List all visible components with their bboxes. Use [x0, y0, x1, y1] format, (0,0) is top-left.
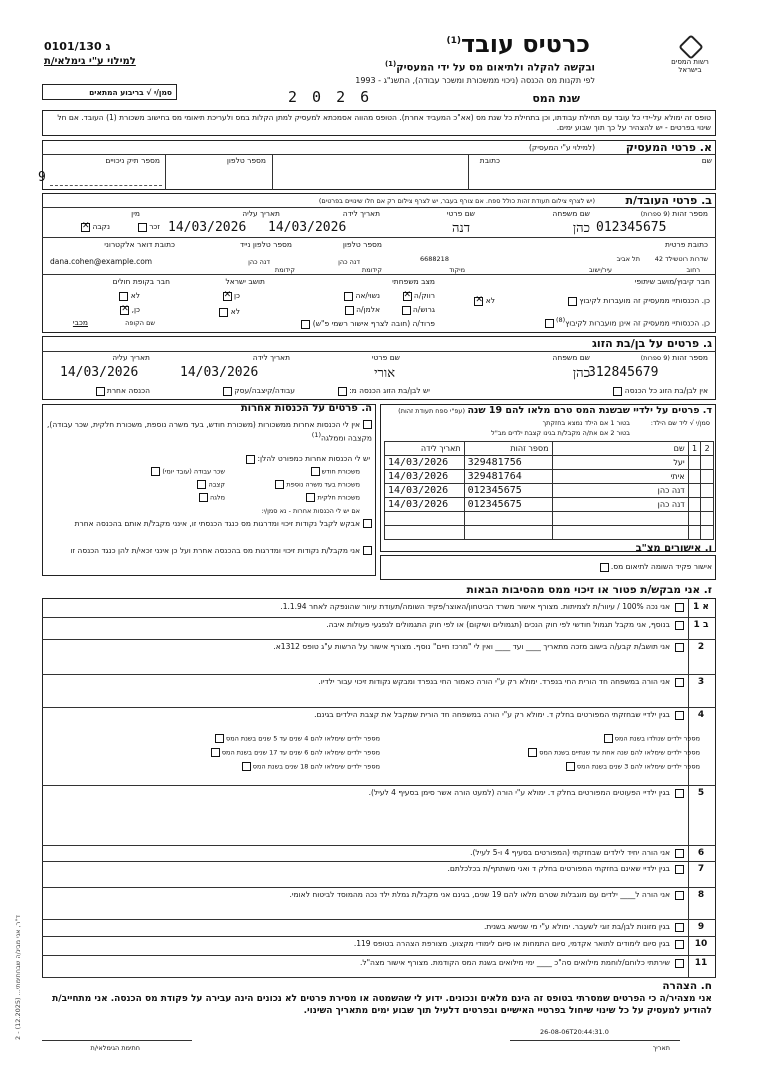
last-name-label: שם משפחה: [552, 209, 590, 218]
instructions-text: טופס זה ימולא על-ידי כל עובד עם תחילת עבודתו, וכן בתחילת כל שנת מס (אא"כ המעביד אחרת). הטופס מהווה אסמכתא למעסיק למתן הקלות במס ולעריכת תיאומי מס בחישוב משכורת (1) העובד. אם חל שינוי בפרטים - יש להצהיר על כך תוך שבוע ימים.: [57, 113, 711, 132]
child-id[interactable]: 329481756: [464, 456, 552, 470]
side-footnote: ד"ר, אני מבינ/ה שבחתימתי... (12.2025) - 2: [14, 915, 22, 1040]
married-checkbox[interactable]: [344, 292, 353, 301]
item-number: 5: [697, 788, 705, 798]
item-checkbox[interactable]: [675, 789, 684, 798]
gender-male: זכר: [138, 222, 160, 232]
mark-box-note: סמן/י √ בריבוע המתאים: [42, 84, 177, 100]
employer-file-label: מספר תיק ניכויים: [105, 156, 160, 165]
employee-aliyah-date[interactable]: 14/03/2026: [168, 220, 247, 235]
section-b-note: (יש לצרף צילום תעודת זהות כולל ספח. אם צורף בעבר, יש לצרף צילום רק אם חלו שינויים בפרטים): [318, 197, 595, 205]
monthly-salary-checkbox[interactable]: [311, 467, 320, 476]
additional-job-checkbox[interactable]: [275, 480, 284, 489]
declaration-date[interactable]: 26-08-06T20:44:31.0: [540, 1028, 609, 1036]
scholarship-checkbox[interactable]: [199, 493, 208, 502]
street-caption: רחוב: [686, 266, 700, 274]
section-d-title: ד. פרטים על ילדיי שבשנת המס טרם מלאו להם 19 שנה: [467, 405, 712, 416]
other-income-checkbox[interactable]: [246, 455, 255, 464]
item-number: 7: [697, 864, 705, 874]
spouse-last[interactable]: כהן: [572, 366, 590, 381]
section-b-title: ב. פרטי העובד/ת: [625, 194, 712, 207]
exemption-item: [42, 846, 716, 862]
item4-suboption: מספר ילדים שימלאו להם 6 שנים עד 17 שנים בשנת המס: [211, 748, 380, 757]
kibbutz-transfer-checkbox[interactable]: [568, 297, 577, 306]
item-number: 1 א: [693, 602, 709, 612]
separated-checkbox[interactable]: [301, 320, 310, 329]
health-yes-checkbox[interactable]: [120, 306, 129, 315]
child-row: [385, 470, 714, 484]
form-title: כרטיס עובד$^{(1)}$: [446, 30, 590, 58]
city-caption: עיר/ישוב: [589, 266, 612, 274]
instructions-box: [42, 110, 716, 136]
child-birth[interactable]: 14/03/2026: [385, 470, 465, 484]
child-row-empty: [385, 526, 714, 540]
item-number: 11: [694, 958, 708, 968]
child-col2[interactable]: [701, 498, 714, 512]
form-subtitle: ובקשה להקלה ולתיאום מס על ידי המעסיק$^{(1)}$: [384, 60, 595, 74]
birth-date-label: תאריך לידה: [342, 209, 380, 218]
exemption-item: [42, 640, 716, 675]
child-col1[interactable]: [688, 470, 701, 484]
section-h-title: ח. הצהרה: [662, 980, 712, 992]
item-text: אני הורה ל____ ילדים עם מוגבלות שטרם מלאו להם 19 שנים, בגינם אני מקבל/ת גמלת ילד נכה מהמוסד לביטוח לאומי.: [289, 890, 670, 899]
child-col2[interactable]: [701, 470, 714, 484]
child-col2[interactable]: [701, 456, 714, 470]
email-label: כתובת דואר אלקטרוני: [104, 240, 175, 249]
child-col1[interactable]: [688, 498, 701, 512]
email-value[interactable]: dana.cohen@example.com: [50, 257, 153, 266]
address-label: כתובת פרטית: [665, 240, 708, 249]
child-birth[interactable]: 14/03/2026: [385, 456, 465, 470]
tax-authority-logo: [660, 38, 720, 84]
zip-caption: מיקוד: [449, 266, 465, 274]
tax-year-value[interactable]: 2 0 2 6: [288, 88, 373, 106]
health-fund-value[interactable]: מכבי: [72, 318, 88, 327]
employee-first-name[interactable]: דנה: [452, 221, 470, 236]
spouse-first-label: שם פרטי: [371, 353, 400, 362]
single-checkbox[interactable]: [403, 292, 412, 301]
kibbutz-no-checkbox[interactable]: [474, 297, 483, 306]
section-a-note: (למילוי ע"י המעסיק): [528, 143, 595, 152]
child-row: [385, 456, 714, 470]
spouse-last-label: שם משפחה: [552, 353, 590, 362]
item-checkbox[interactable]: [675, 865, 684, 874]
item-checkbox[interactable]: [675, 849, 684, 858]
item-text: שירתתי כלוחם/לוחמת מילואים סה"כ ____ ימי מילואים בשנת המס הקודמת. מצורף אישור מצה"ל.: [359, 958, 670, 967]
no-other-income-checkbox[interactable]: [363, 420, 372, 429]
item4-suboption: מספר ילדים שימלאו להם 18 שנים בשנת המס: [242, 762, 380, 771]
child-col1[interactable]: [688, 484, 701, 498]
spouse-first[interactable]: אורי: [374, 366, 395, 381]
item4-suboption: מספר ילדים שימלאו להם 4 שנים עד 5 שנים בשנת המס: [215, 734, 380, 743]
item-checkbox[interactable]: [675, 959, 684, 968]
exemption-item: [42, 937, 716, 956]
child-col1[interactable]: [688, 456, 701, 470]
suboption-checkbox[interactable]: [215, 734, 224, 743]
employee-last-name[interactable]: כהן: [572, 221, 590, 236]
child-birth[interactable]: 14/03/2026: [385, 484, 465, 498]
column1-note: בטור 1 אם הילד נמצא בחזקתך: [542, 419, 630, 427]
children-table: תאריך לידה מספר זהות שם 1 2 14/03/2026 329481756 יעל 14/03/2026 329481764 איתי 14/03/2026 012345675 דנה כהן 14/03/2026 012345675 דנה כהן: [384, 441, 714, 540]
widowed-checkbox[interactable]: [345, 306, 354, 315]
item-checkbox[interactable]: [675, 923, 684, 932]
item-number: 9: [697, 922, 705, 932]
child-birth[interactable]: 14/03/2026: [385, 498, 465, 512]
signature-label: חתימת הגימלאי/ת: [90, 1044, 140, 1052]
item-text: בגין ילדיי הפעוטים המפורטים בחלק ד. ימולא ע"י הורה (למעט הורה אשר סימן בסעיף 4 לעיל).: [368, 788, 670, 797]
logo-mark-icon: [678, 34, 703, 59]
date-label: תאריך: [652, 1044, 670, 1052]
phone-label: מספר טלפון: [342, 240, 382, 249]
other-income-note: אם יש לי הכנסות אחרות - נא סמן/י:: [261, 507, 360, 515]
request-credit-checkbox[interactable]: [363, 519, 372, 528]
item-checkbox[interactable]: [675, 711, 684, 720]
item4-suboption: מספר ילדים שימלאו להם שנה אחת עד שנתיים בשנת המס: [528, 748, 700, 757]
employer-name-label: שם: [701, 156, 712, 165]
exemption-item: [42, 888, 716, 920]
section-a-title: א. פרטי המעסיק: [625, 141, 712, 154]
aliyah-date-label: תאריך עליה: [242, 209, 280, 218]
exemption-item: [42, 920, 716, 937]
employer-address-label: כתובת: [479, 156, 500, 165]
item4-suboption: מספר ילדים שנולדו בשנת המס: [604, 734, 700, 743]
child-row: [385, 498, 714, 512]
female-checkbox[interactable]: [81, 223, 90, 232]
item-checkbox[interactable]: [675, 678, 684, 687]
suboption-checkbox[interactable]: [242, 762, 251, 771]
resident-yes-checkbox[interactable]: [223, 292, 232, 301]
spouse-birth[interactable]: 14/03/2026: [180, 365, 259, 380]
child-row: [385, 484, 714, 498]
request-credit: אבקש לקבל נקודות זיכוי ומדרגות מס כנגד הכנסתי זו, אינני מקבל/ת אותם בהכנסה אחרת: [46, 519, 372, 529]
form-page: רשות המסים בישראל כרטיס עובד$^{(1)}$ ובקשה להקלה ולתיאום מס על ידי המעסיק$^{(1)}$ לפי תקנות מס הכנסה (ניכוי ממשכורת ומשכר עבודה), התשנ"ג - 1993 שנת המס 2 0 2 6 0101/130 ג למילוי ע"י גימלאי/ת סמן/י √ בריבוע המתאים טופס זה ימולא על-ידי כל עובד עם תחילת עבודתו, וכן בתחילת כל שנת מס (אא"כ המעביד אחרת). הטופס מהווה אסמכתא למעסיק למתן הקלות במס ולעריכת תיאומי מס בחישוב משכורת (1) העובד. אם חל שינוי בפרטים - יש להצהיר על כך תוך שבוע ימים. א. פרטי המעסיק (למילוי ע"י המעסיק) שם כתובת מספר טלפון מספר תיק ניכויים 9 ב. פרטי העובד/ת (יש לצרף צילום תעודת זהות כולל ספח. אם צורף בעבר, יש לצרף צילום רק אם חלו שינויים בפרטים) מספר זהות (9 ספרות) 012345675 שם משפחה כהן שם פרטי דנה תאריך לידה 14/03/2026 תאריך עליה 14/03/2026 מין זכר נקבה ✕ כתובת פרטית שדרות רוטשילד 42 רחוב תל אביב עיר/ישוב 6688218 מיקוד מספר טלפון דנה כהן קידומת מספר טלפון נייד דנה כהן קידומת כתובת דואר אלקטרוני dana.cohen@example.com מצב משפחתי רווק/ה ✕ נשוי/אה גרוש/ה אלמן/ה פרוד/ה (חובה לצרף אישור רשמי פ"ש) תושב ישראל כן ✕ לא חבר בקופת חולים לא כן, ✕ שם הקופה מכבי חבר קיבוץ/מושב שיתופי כן. הכנסותיי ממעסיק זה מועברות לקיבוץ לא ✕ כן. הכנסותיי ממעסיק זה אינן מועברות לקיבוץ$^{(8)}$ ג. פרטים על בן/בת הזוג מספר זהות (9 ספרות) 312845679 שם משפחה כהן שם פרטי אורי תאריך לידה 14/03/2026 תאריך עליה 14/03/2026 אין לבן/בת הזוג כל הכנסה יש לבן/בת הזוג הכנסה מ: עבודה/קיצבה/עסק הכנסה אחרת ד. פרטים על ילדיי שבשנת המס טרם מלאו להם 19 שנה (עפ"י ספח תעודת זהות) סמן/י √ ליד שם הילד: בטור 1 אם הילד נמצא בחזקתך בטור 2 אם את/ה מקבל/ת בגינו קצבת ילדים מב"ל תאריך לידה מספר זהות שם 1 2 14/03/2026 329481756 יעל 14/03/2026 329481764 איתי 14/03/2026 012345675 דנה כהן 14/03/2026 012345675 דנה כהן ה. פרטים על הכנסות אחרות אין לי הכנסות אחרות ממשכורות (משכורת חודש, בעד משרה נוספת, משכורת חלקית, שכר עבודה), מקצבה וממלגה$^{(1)}$ יש לי הכנסות אחרות כמפורט להלן: משכורת חודש משכורת בעד משרה נוספת משכורת חלקית שכר עבודה (עובד יומי) קצבה מלגה אם יש לי הכנסות אחרות - נא סמן/י: אבקש לקבל נקודות זיכוי ומדרגות מס כנגד הכנסתי זו, אינני מקבל/ת אותם בהכנסה אחרת אני מקבל/ת נקודות זיכוי ומדרגות מס בהכנסה אחרת ועל כן אינני זכאי/ת להן כנגד הכנסה זו ו. אישורים מצ"ב אישור פקיד השומה לתיאום מס. ז. אני מבקש/ת פטור או זיכוי ממס מהסיבות הבאות 1 א אני נכה 100% / עיוור/ת לצמיתות. מצורף אישור משרד הביטחון/האוצר/פקיד השומה/תעודת עיוור שהונפקה לאחר 1.1.94. 1 ב בנוסף, אני מקבל תגמול חודשי לפי חוק הנכים (תגמולים ושיקום) או לפי חוק התגמולים לנפגעי פעולות איבה. 2 אני תושב/ת קבע/ה בישוב מזכה מתאריך ____ ועד ____ ואין לי "מרכז חיים" נוסף. מצורף אישור על הרשות ע"ג טופס 1312א. 3 אני הורה במשפחה חד הורית החי בנפרד. ימולא רק ע"י הורה כאמור החי בנפרד ומבקש נקודות זיכוי עבור ילדיו. 4 בגין ילדיי שבחזקתי המפורטים בחלק ד. ימולא רק ע"י הורה במשפחה חד הורית שמקבל את קצבת הילדים בגינם. 5 בגין ילדיי הפעוטים המפורטים בחלק ד. ימולא ע"י הורה (למעט הורה אשר סימן בסעיף 4 לעיל). 6 אני הורה יחיד לילדים שבחזקתי (המפורטים בסעיף 4 ו-5 לעיל). 7 בגין ילדיי שאינם בחזקתי המפורטים בחלק ד ואני משתתף/ת בכלכלתם. 8 אני הורה ל____ ילדים עם מוגבלות שטרם מלאו להם 19 שנים, בגינם אני מקבל/ת גמלת ילד נכה מהמוסד לביטוח לאומי. 9 בגין מזונות לבן/בת זוגי לשעבר. ימולא ע"י מי שנישא בשנית. 10 בגין סיום לימודים לתואר אקדמי, סיום התמחות או סיום לימודי מקצוע. מצורפת הצהרה בטופס 119. 11 שירתתי כלוחם/לוחמת מילואים סה"כ ____ ימי מילואים בשנת המס הקודמת. מצורף אישור מצה"ל. מספר ילדים שנולדו בשנת המס מספר ילדים שימלאו להם שנה אחת עד שנתיים בשנת המס מספר ילדים שימלאו להם 3 שנים בשנת המס מספר ילדים שימלאו להם 4 שנים עד 5 שנים בשנת המס מספר ילדים שימלאו להם 6 שנים עד 17 שנים בשנת המס מספר ילדים שימלאו להם 18 שנים בשנת המס ח. הצהרה אני מצהיר/ה כי הפרטים שמסרתי בטופס זה הינם מלאים ונכונים. ידוע לי שהשמטה או מסירת פרטים לא נכונים הינה עבירה על פקודת מס הכנסה. אני מתחייב/ת להודיע למעסיק על כל שינוי שיחול בפרטיי האישיים ובפרטים דלעיל תוך שבוע ימים מתאריך השינוי. 26-08-06T20:44:31.0 תאריך חתימת הגימלאי/ת ד"ר, אני מבינ/ה שבחתימתי... (12.2025) - 2: [0, 0, 760, 1075]
male-checkbox[interactable]: [138, 223, 147, 232]
kibbutz-no-transfer-checkbox[interactable]: [545, 319, 554, 328]
suboption-checkbox[interactable]: [566, 762, 575, 771]
spouse-has-income-checkbox[interactable]: [338, 387, 347, 396]
item-text: בנוסף, אני מקבל תגמול חודשי לפי חוק הנכים (תגמולים ושיקום) או לפי חוק התגמולים לנפגעי פעולות איבה.: [326, 620, 670, 629]
child-name[interactable]: דנה כהן: [552, 498, 688, 512]
child-id[interactable]: 329481764: [464, 470, 552, 484]
receive-credit: אני מקבל/ת נקודות זיכוי ומדרגות מס בהכנסה אחרת ועל כן אינני זכאי/ת להן כנגד הכנסה זו: [46, 546, 372, 556]
declaration-text: אני מצהיר/ה כי הפרטים שמסרתי בטופס זה הינם מלאים ונכונים. ידוע לי שהשמטה או מסירת פרטים לא נכונים הינה עבירה על פקודת מס הכנסה. אני מתחייב/ת להודיע למעסיק על כל שינוי שיחול בפרטיי האישיים ובפרטים דלעיל תוך שבוע ימים מתאריך השינוי.: [52, 994, 712, 1016]
section-d-note: (עפ"י ספח תעודת זהות): [398, 407, 465, 415]
child-name[interactable]: איתי: [552, 470, 688, 484]
gender-label: מין: [131, 209, 140, 218]
city-value[interactable]: תל אביב: [616, 255, 640, 263]
item-number: 8: [697, 890, 705, 900]
item4-suboption: מספר ילדים שימלאו להם 3 שנים בשנת המס: [566, 762, 700, 771]
spouse-aliyah-label: תאריך עליה: [112, 353, 150, 362]
tax-assessor-approval-checkbox[interactable]: [600, 563, 609, 572]
phone-caption[interactable]: דנה כהן: [338, 258, 360, 266]
child-name[interactable]: יעל: [552, 456, 688, 470]
employer-file-prefix[interactable]: 9: [38, 170, 46, 185]
logo-text: רשות המסים בישראל: [671, 58, 709, 74]
column2-note: בטור 2 אם את/ה מקבל/ת בגינו קצבת ילדים מב"ל: [491, 429, 630, 437]
item-checkbox[interactable]: [675, 621, 684, 630]
phone-prefix-caption: קידומת: [361, 266, 382, 274]
resident-label: תושב ישראל: [225, 277, 265, 286]
spouse-aliyah[interactable]: 14/03/2026: [60, 365, 139, 380]
exemption-item: [42, 675, 716, 708]
tax-year-label: שנת המס: [532, 92, 580, 105]
item-text: אני הורה במשפחה חד הורית החי בנפרד. ימולא רק ע"י הורה כאמור החי בנפרד ומבקש נקודות זיכוי עבור ילדיו.: [318, 677, 670, 686]
mobile-caption[interactable]: דנה כהן: [248, 258, 270, 266]
no-other-income: אין לי הכנסות אחרות ממשכורות (משכורת חודש, בעד משרה נוספת, משכורת חלקית, שכר עבודה), מקצבה וממלגה$^{(1)}$: [47, 420, 372, 443]
item-text: בגין ילדיי שבחזקתי המפורטים בחלק ד. ימולא רק ע"י הורה במשפחה חד הורית שמקבל את קצבת הילדים בגינם.: [314, 710, 670, 719]
street-value[interactable]: שדרות רוטשילד 42: [654, 255, 708, 263]
item-text: בגין סיום לימודים לתואר אקדמי, סיום התמחות או סיום לימודי מקצוע. מצורפת הצהרה בטופס 119.: [353, 939, 670, 948]
suboption-checkbox[interactable]: [604, 734, 613, 743]
child-col2[interactable]: [701, 484, 714, 498]
marital-label: מצב משפחתי: [392, 277, 435, 286]
section-a: [42, 140, 716, 190]
section-e-title: ה. פרטים על הכנסות אחרות: [240, 403, 372, 414]
mark-label: סמן/י √ ליד שם הילד:: [650, 419, 710, 427]
child-id[interactable]: 012345675: [464, 484, 552, 498]
gender-female: נקבה ✕: [81, 222, 110, 232]
id-label: מספר זהות (9 ספרות): [640, 209, 708, 218]
form-number: 0101/130 ג: [44, 40, 111, 53]
employee-id[interactable]: 012345675: [596, 220, 667, 235]
item-checkbox[interactable]: [675, 643, 684, 652]
first-name-label: שם פרטי: [446, 209, 475, 218]
health-fund-label: שם הקופה: [125, 319, 155, 327]
suboption-checkbox[interactable]: [528, 748, 537, 757]
health-no-checkbox[interactable]: [119, 292, 128, 301]
item-number: 3: [697, 677, 705, 687]
item-checkbox[interactable]: [675, 940, 684, 949]
regulation-text: לפי תקנות מס הכנסה (ניכוי ממשכורת ומשכר עבודה), התשנ"ג - 1993: [355, 76, 595, 85]
fill-by-note: למילוי ע"י גימלאי/ת: [44, 56, 136, 67]
item-text: בגין מזונות לבן/בת זוגי לשעבר. ימולא ע"י מי שנישא בשנית.: [483, 922, 670, 931]
spouse-birth-label: תאריך לידה: [252, 353, 290, 362]
spouse-other-checkbox[interactable]: [96, 387, 105, 396]
mobile-label: מספר טלפון נייד: [240, 240, 292, 249]
section-g-title: ז. אני מבקש/ת פטור או זיכוי ממס מהסיבות הבאות: [466, 584, 712, 596]
exemption-item: [42, 600, 716, 618]
exemption-item: [42, 786, 716, 846]
employee-birth-date[interactable]: 14/03/2026: [268, 220, 347, 235]
partial-salary-checkbox[interactable]: [306, 493, 315, 502]
item-checkbox[interactable]: [675, 891, 684, 900]
section-c-title: ג. פרטים על בן/בת הזוג: [592, 337, 712, 350]
item-number: 1 ב: [693, 620, 709, 630]
resident-no-checkbox[interactable]: [219, 308, 228, 317]
daily-wage-checkbox[interactable]: [151, 467, 160, 476]
pension-checkbox[interactable]: [197, 480, 206, 489]
receive-credit-checkbox[interactable]: [363, 546, 372, 555]
item-number: 10: [694, 939, 708, 949]
item-checkbox[interactable]: [675, 603, 684, 612]
child-row-empty: [385, 512, 714, 526]
spouse-no-income-checkbox[interactable]: [613, 387, 622, 396]
item-number: 4: [697, 710, 705, 720]
zip-value[interactable]: 6688218: [420, 255, 449, 263]
employer-phone-label: מספר טלפון: [226, 156, 266, 165]
section-f-title: ו. אישורים מצ"ב: [635, 543, 712, 554]
divorced-checkbox[interactable]: [402, 306, 411, 315]
item-text: אני הורה יחיד לילדים שבחזקתי (המפורטים בסעיף 4 ו-5 לעיל).: [470, 848, 670, 857]
item-text: אני תושב/ת קבע/ה בישוב מזכה מתאריך ____ ועד ____ ואין לי "מרכז חיים" נוסף. מצורף אישור על הרשות ע"ג טופס 1312א.: [273, 642, 670, 651]
exemption-item: [42, 862, 716, 888]
suboption-checkbox[interactable]: [211, 748, 220, 757]
kibbutz-label: חבר קיבוץ/מושב שיתופי: [634, 277, 710, 286]
exemption-item: [42, 956, 716, 978]
mobile-prefix-caption: קידומת: [274, 266, 295, 274]
health-label: חבר בקופת חולים: [112, 277, 170, 286]
exemption-item: [42, 708, 716, 786]
spouse-work-checkbox[interactable]: [223, 387, 232, 396]
child-name[interactable]: דנה כהן: [552, 484, 688, 498]
item-text: בגין ילדיי שאינם בחזקתי המפורטים בחלק ד ואני משתתף/ת בכלכלתם.: [447, 864, 670, 873]
spouse-id[interactable]: 312845679: [588, 365, 659, 380]
item-text: אני נכה 100% / עיוור/ת לצמיתות. מצורף אישור משרד הביטחון/האוצר/פקיד השומה/תעודת עיוור שהונפקה לאחר 1.1.94.: [280, 602, 670, 611]
item-number: 2: [697, 642, 705, 652]
item-number: 6: [697, 848, 705, 858]
child-id[interactable]: 012345675: [464, 498, 552, 512]
exemption-item: [42, 618, 716, 640]
